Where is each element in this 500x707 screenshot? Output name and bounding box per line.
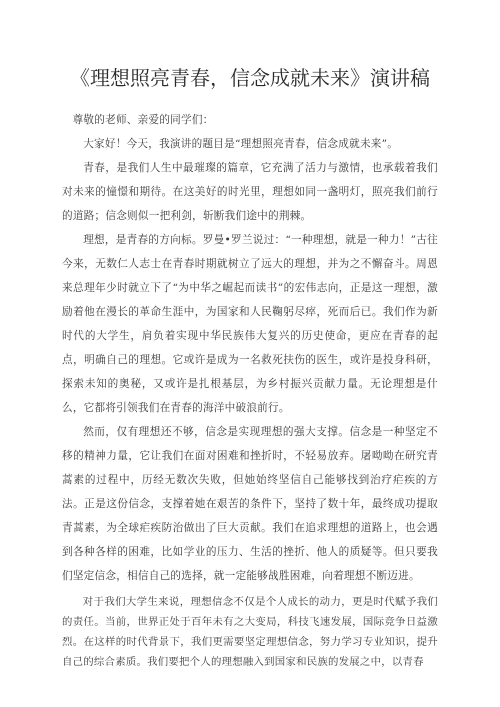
- salutation-paragraph: 尊敬的老师、亲爱的同学们：: [72, 114, 214, 126]
- ideal-paragraph: 理想，是青春的方向标。罗曼•罗兰说过：“一种理想，就是一种力！”古往今来，无数仁人志士在青春时期就树立了远大的理想，并为之不懈奋斗。周恩来总理年少时就立下了“为中华之崛起而读书”的宏伟志向，正是这一理想，激励着他在漫长的革命生涯中，为国家和人民鞠躬尽瘁，死而后已。我们作为新时代的大学生，肩负着实现中华民族伟大复兴的历史使命，更应在青春的起点，明确自己的理想。它或许是成为一名救死扶伤的医生，或许是投身科研，探索未知的奥秘，又或许是扎根基层，为乡村振兴贡献力量。无论理想是什么，它都将引领我们在青春的海洋中破浪前行。: [62, 234, 438, 414]
- document-title: 《理想照亮青春，信念成就未来》演讲稿: [70, 66, 430, 90]
- document-body: [62, 108, 438, 672]
- responsibility-paragraph: 对于我们大学生来说，理想信念不仅是个人成长的动力，更是时代赋予我们的责任。当前，世界正处于百年未有之大变局，科技飞速发展，国际竞争日益激烈。在这样的时代背景下，我们更需要坚定理想信念，努力学习专业知识，提升自己的综合素质。我们要把个人的理想融入到国家和民族的发展之中，以青春: [62, 596, 438, 668]
- belief-paragraph: 然而，仅有理想还不够，信念是实现理想的强大支撑。信念是一种坚定不移的精神力量，它让我们在面对困难和挫折时，不轻易放弃。屠呦呦在研究青蒿素的过程中，历经无数次失败，但她始终坚信自己能够找到治疗疟疾的方法。正是这份信念，支撑着她在艰苦的条件下，坚持了数十年，最终成功提取青蒿素，为全球疟疾防治做出了巨大贡献。我们在追求理想的道路上，也会遇到各种各样的困难，比如学业的压力、生活的挫折、他人的质疑等。但只要我们坚定信念，相信自己的选择，就一定能够战胜困难，向着理想不断迈进。: [62, 426, 438, 582]
- intro-paragraph: 青春，是我们人生中最璀璨的篇章，它充满了活力与激情，也承载着我们对未来的憧憬和期待。在这美好的时光里，理想如同一盏明灯，照亮我们前行的道路；信念则似一把利剑，斩断我们途中的荆棘。: [62, 162, 438, 222]
- greeting-paragraph: 大家好！今天，我演讲的题目是“理想照亮青春，信念成就未来”。: [83, 138, 399, 150]
